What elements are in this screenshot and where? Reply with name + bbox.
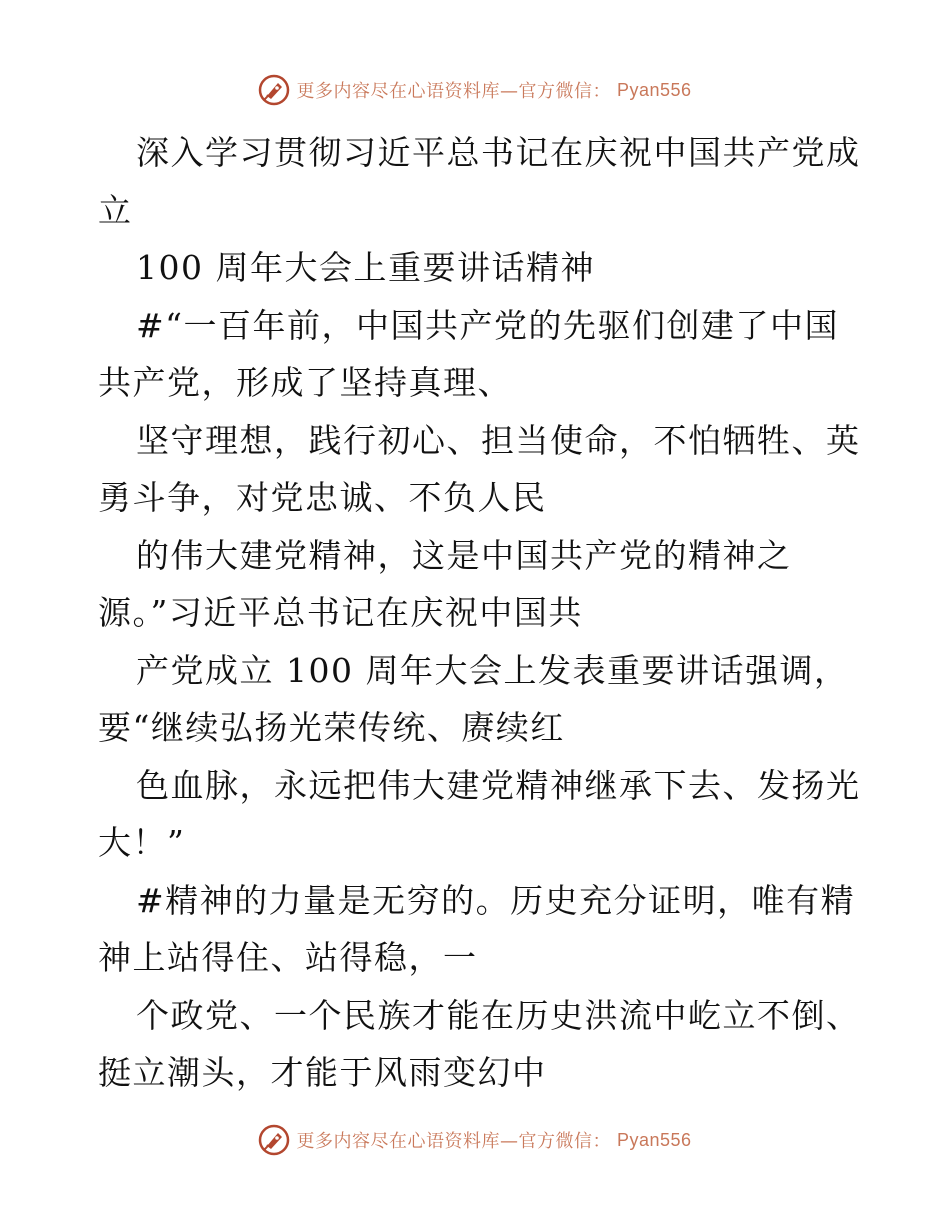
body-line: 共产党，形成了坚持真理、 xyxy=(98,363,512,402)
pen-nib-logo-icon xyxy=(258,74,290,106)
body-line: 个政党、一个民族才能在历史洪流中屹立不倒、 xyxy=(136,995,861,1035)
body-line: 的伟大建党精神，这是中国共产党的精神之 xyxy=(136,535,792,575)
body-line: 色血脉，永远把伟大建党精神继承下去、发扬光 xyxy=(136,765,861,805)
body-line: 大！” xyxy=(98,823,186,862)
footer-watermark xyxy=(0,1124,950,1156)
body-line: #“一百年前，中国共产党的先驱们创建了中国 xyxy=(136,305,840,345)
header-watermark xyxy=(0,74,950,106)
watermark-wechat-id: Pyan556 xyxy=(616,1129,692,1150)
document-body xyxy=(98,124,861,1102)
body-line: 勇斗争，对党忠诚、不负人民 xyxy=(98,478,547,517)
body-line: 要“继续弘扬光荣传统、赓续红 xyxy=(98,708,565,747)
watermark-wechat-id: Pyan556 xyxy=(616,79,692,100)
body-line: 神上站得住、站得稳，一 xyxy=(98,938,478,977)
watermark-text: 更多内容尽在心语资料库—官方微信： xyxy=(296,81,611,102)
watermark-text: 更多内容尽在心语资料库—官方微信： xyxy=(296,1131,611,1152)
body-line: 立 xyxy=(98,190,133,230)
pen-nib-logo-icon xyxy=(258,1124,290,1156)
body-line: #精神的力量是无穷的。历史充分证明，唯有精 xyxy=(136,880,856,920)
body-line: 100 周年大会上重要讲话精神 xyxy=(136,248,595,287)
body-line: 坚守理想，践行初心、担当使命，不怕牺牲、英 xyxy=(136,420,861,460)
body-line: 产党成立 100 周年大会上发表重要讲话强调， xyxy=(136,650,849,690)
body-line: 深入学习贯彻习近平总书记在庆祝中国共产党成 xyxy=(136,133,861,172)
body-line: 挺立潮头，才能于风雨变幻中 xyxy=(98,1053,547,1092)
body-line: 源。”习近平总书记在庆祝中国共 xyxy=(98,593,583,632)
